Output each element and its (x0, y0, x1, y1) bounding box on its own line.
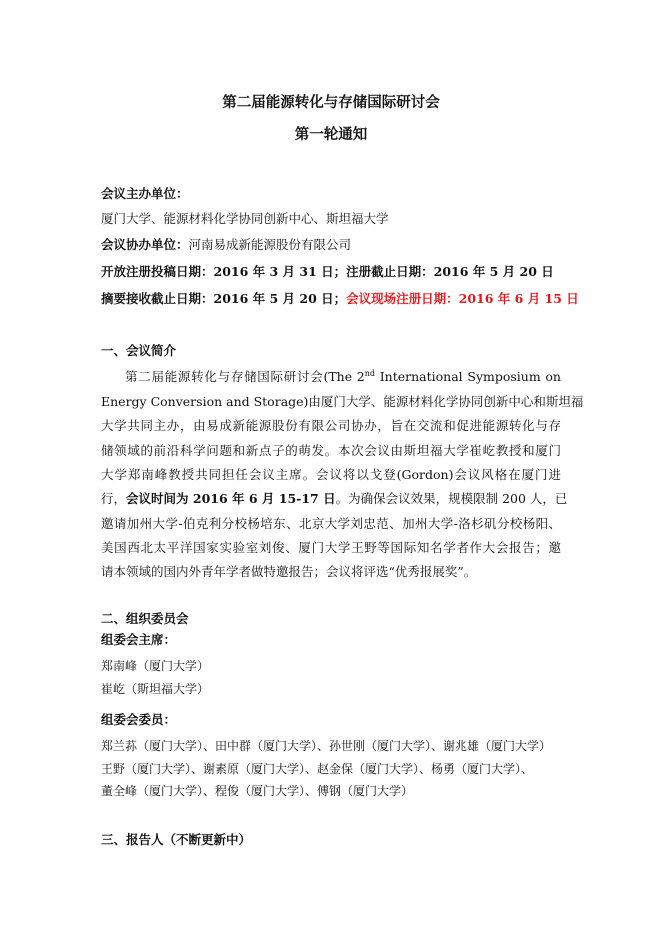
members-line-1: 郑兰荪（厦门大学）、田中群（厦门大学）、孙世刚（厦门大学）、谢兆雄（厦门大学） (101, 739, 552, 753)
intro-line-2: Energy Conversion and Storage)由厦门大学、能源材料化学协同创新中心和斯坦福 (101, 394, 584, 409)
members-label: 组委会委员： (101, 712, 177, 727)
onsite-registration-date: 会议现场注册日期：2016 年 6 月 15 日 (346, 291, 579, 306)
intro-line-5: 大学郑南峰教授共同担任会议主席。会议将以戈登(Gordon)会议风格在厦门进 (101, 467, 561, 482)
intro-line-4: 储领域的前沿科学问题和新点子的萌发。本次会议由斯坦福大学崔屹教授和厦门 (101, 443, 561, 458)
abstract-deadline: 摘要接收截止日期：2016 年 5 月 20 日； (101, 291, 347, 306)
intro-line-3: 大学共同主办，由易成新能源股份有限公司协办，旨在交流和促进能源转化与存 (101, 418, 561, 433)
ordinal-suffix: nd (364, 368, 376, 378)
chair-1: 郑南峰（厦门大学） (101, 659, 210, 673)
members-line-3: 董全峰（厦门大学）、程俊（厦门大学）、傅钢（厦门大学） (101, 784, 414, 798)
section-1-heading: 一、会议简介 (101, 343, 177, 358)
section-3-heading: 三、报告人（不断更新中） (101, 832, 252, 847)
members-line-2: 王野（厦门大学）、谢素原（厦门大学）、赵金保（厦门大学）、杨勇（厦门大学）、 (101, 762, 534, 776)
co-organizer-label: 会议协办单位： (101, 237, 189, 252)
host-value: 厦门大学、能源材料化学协同创新中心、斯坦福大学 (101, 211, 389, 226)
co-organizer-value: 河南易成新能源股份有限公司 (188, 237, 352, 252)
document-subtitle: 第一轮通知 (294, 126, 368, 143)
intro-line-8: 美国西北太平洋国家实验室刘俊、厦门大学王野等国际知名学者作大会报告；邀 (101, 540, 561, 555)
intro-line-6a: 行， (101, 491, 127, 506)
host-label: 会议主办单位： (101, 186, 189, 201)
dates-line-1: 开放注册投稿日期：2016 年 3 月 31 日；注册截止日期：2016 年 5 月 20 日 (101, 264, 554, 279)
co-organizer-line (101, 237, 351, 253)
conference-dates-bold: 会议时间为 2016 年 6 月 15-17 日 (126, 491, 336, 506)
intro-line-1b: International Symposium on (375, 369, 561, 384)
intro-line-1 (125, 369, 561, 385)
intro-line-6b: 。为确保会议效果，规模限制 200 人，已 (335, 491, 568, 506)
section-2-heading: 二、组织委员会 (101, 611, 189, 626)
intro-line-6 (101, 491, 568, 507)
intro-line-1a: 第二届能源转化与存储国际研讨会(The 2 (125, 369, 365, 384)
intro-line-9: 请本领域的国内外青年学者做特邀报告；会议将评选“优秀报展奖”。 (101, 564, 477, 579)
chair-2: 崔屹（斯坦福大学） (101, 682, 210, 696)
chair-label: 组委会主席： (101, 632, 177, 647)
intro-line-7: 邀请加州大学-伯克利分校杨培东、北京大学刘忠范、加州大学-洛杉矶分校杨阳、 (101, 516, 561, 531)
document-title: 第二届能源转化与存储国际研讨会 (222, 94, 440, 111)
dates-line-2 (101, 291, 579, 307)
